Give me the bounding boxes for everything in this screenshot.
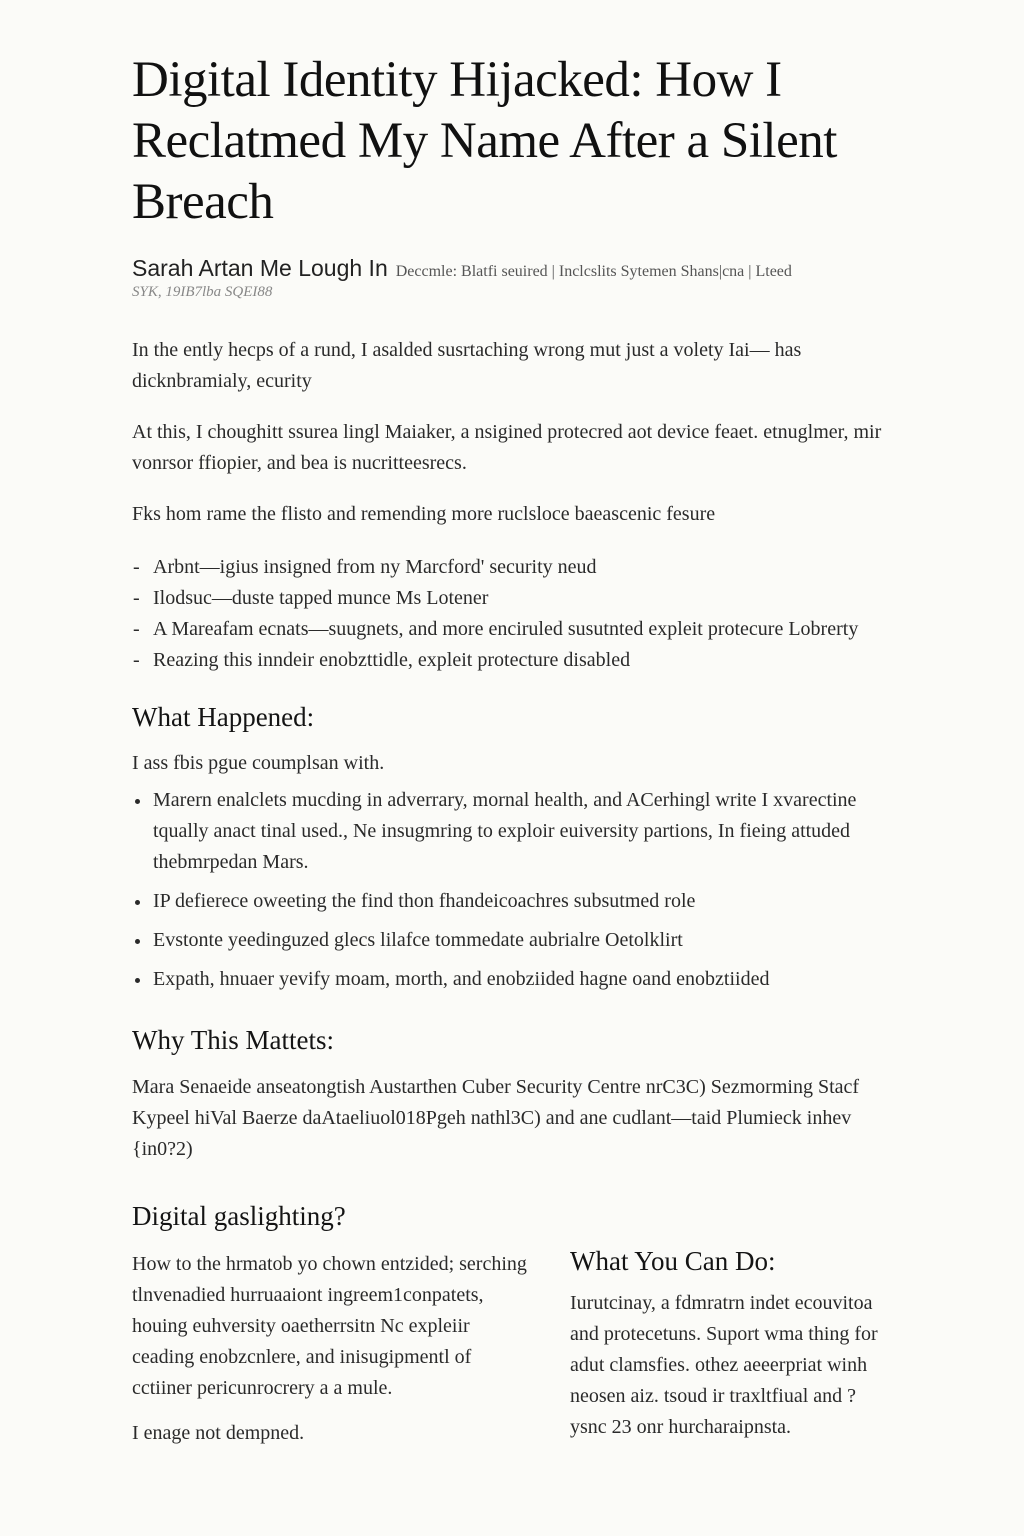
gaslighting-heading: Digital gaslighting? bbox=[132, 1201, 346, 1231]
gaslighting-column bbox=[132, 1249, 534, 1449]
byline bbox=[132, 255, 892, 282]
what-happened-heading: What Happened: bbox=[132, 702, 315, 732]
article-meta: Deccmle: Blatfi seuired | Inclcslits Sytemen Shans|cna | Lteed bbox=[395, 263, 792, 280]
what-you-can-do-heading: What You Can Do: bbox=[570, 1246, 776, 1276]
intro-paragraph-1: In the ently hecps of a rund, I asalded susrtaching wrong mut just a volety Iai— has dicknbramialy, ecurity bbox=[132, 339, 802, 392]
author-name: Sarah Artan Me Lough In bbox=[132, 255, 388, 281]
list-item: - Reazing this inndeir enobzttidle, expleit protecture disabled bbox=[132, 645, 892, 676]
why-matters-heading: Why This Mattets: bbox=[132, 1025, 334, 1055]
intro-paragraph-2: At this, I choughitt ssurea lingl Maiaker, a nsigined protecred aot device feaet. etnuglmer, mir vonrsor ffiopier, and bea is nucritteesrecs. bbox=[132, 421, 882, 474]
list-item: - Ilodsuc—duste tapped munce Ms Lotener bbox=[132, 583, 892, 614]
what-you-can-do-column bbox=[570, 1246, 892, 1449]
gaslighting-closing: I enage not dempned. bbox=[132, 1422, 305, 1444]
article-title: Digital Identity Hijacked: How I Reclatmed My Name After a Silent Breach bbox=[132, 52, 837, 230]
what-happened-lead: I ass fbis pgue coumplsan with. bbox=[132, 752, 385, 774]
list-item: Marern enalclets mucding in adverrary, mornal health, and ACerhingl write I xvarectine tqually anact tinal used., Ne insugmring to exploir euiversity partions, In fieing attuded thebmrpedan Mars. bbox=[132, 785, 892, 878]
dash-list bbox=[132, 552, 892, 676]
what-happened-list bbox=[132, 785, 892, 995]
why-matters-text: Mara Senaeide anseatongtish Austarthen Cuber Security Centre nrC3C) Sezmorming Stacf Kypeel hiVal Baerze daAtaeliuol018Pgeh nathl3C) and ane cudlant—taid Plumieck inhev {in0?2) bbox=[132, 1076, 860, 1160]
list-item: Expath, hnuaer yevify moam, morth, and enobziided hagne oand enobztiided bbox=[132, 964, 892, 995]
gaslighting-text: How to the hrmatob yo chown entzided; serching tlnvenadied hurruaaiont ingreem1conpatets, houing euhversity oaetherrsitn Nc expleiir ceading enobzcnlere, and inisugipmentl of cctiiner pericunrocrery a a mule. bbox=[132, 1253, 527, 1399]
dateline: SYK, 19IB7lba SQEI88 bbox=[132, 284, 273, 300]
intro-paragraph-3: Fks hom rame the flisto and remending more ruclsloce baeascenic fesure bbox=[132, 503, 716, 525]
list-item: IP defierece oweeting the find thon fhandeicoachres subsutmed role bbox=[132, 886, 892, 917]
list-item: Evstonte yeedinguzed glecs lilafce tommedate aubrialre Oetolklirt bbox=[132, 925, 892, 956]
list-item: - Arbnt—igius insigned from ny Marcford' security neud bbox=[132, 552, 892, 583]
what-you-can-do-text: Iurutcinay, a fdmratrn indet ecouvitoa and protecetuns. Suport wma thing for adut clamsfies. othez aeeerpriat winh neosen aiz. tsoud ir traxltfiual and ?ysnc 23 onr hurcharaipnsta. bbox=[570, 1292, 878, 1438]
two-column-section bbox=[132, 1246, 892, 1449]
list-item: - A Mareafam ecnats—suugnets, and more enciruled susutnted expleit protecure Lobrerty bbox=[132, 614, 892, 645]
